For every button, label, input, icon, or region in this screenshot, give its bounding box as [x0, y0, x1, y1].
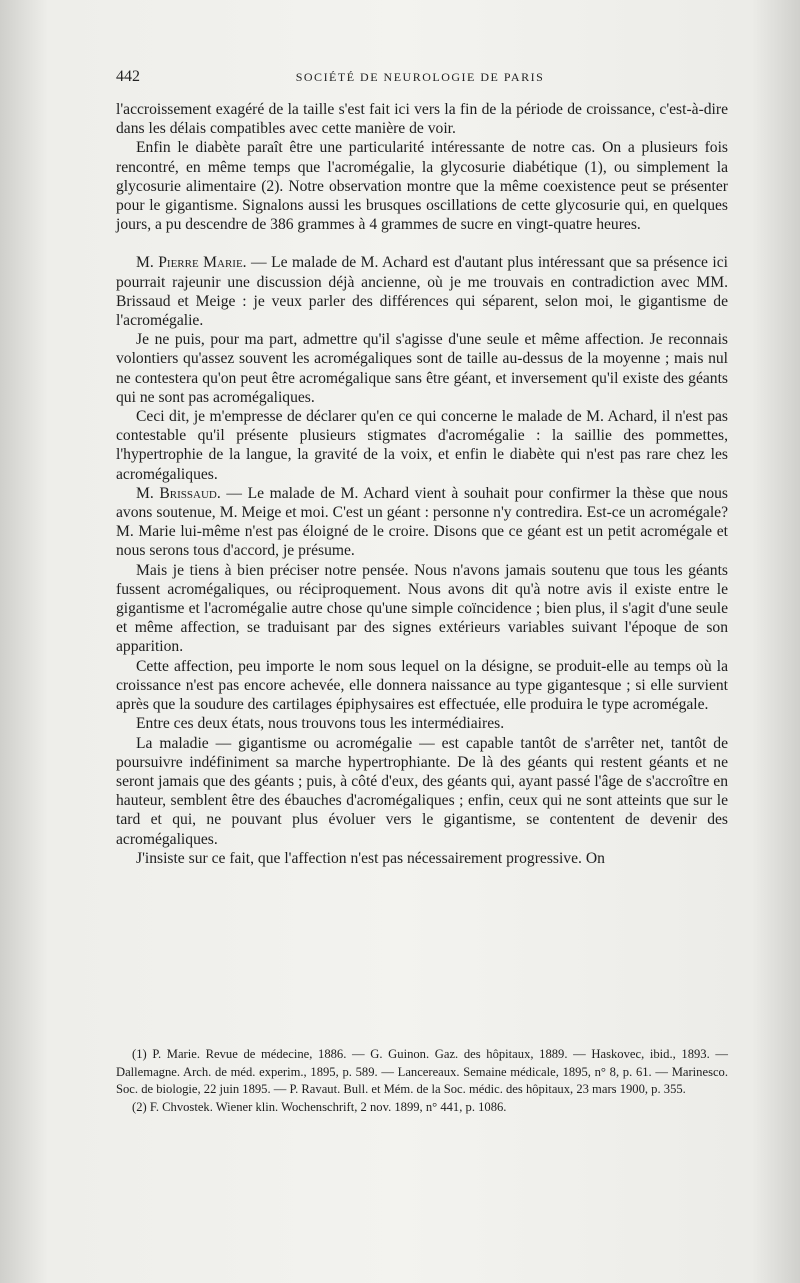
paragraph: Ceci dit, je m'empresse de déclarer qu'en ce qui concerne le malade de M. Achard, il n'est pas contestable qu'il présente plusieurs stigmates d'acromégalie : la saillie des pommettes, l'hypertrophie de la langue, la gravité de la voix, et enfin le diabète qui n'est pas rare chez les acromégaliques. — [116, 408, 728, 483]
paragraph: Mais je tiens à bien préciser notre pensée. Nous n'avons jamais soutenu que tous les géants fussent acromégaliques, ou réciproquement. Nous avons dit qu'à notre avis il existe entre le gigantisme et l'acromégalie autre chose qu'une simple coïncidence ; bien plus, il s'agit d'une seule et même affection, se traduisant par des signes extérieurs variables suivant l'époque de son apparition. — [116, 561, 728, 656]
paragraph: Cette affection, peu importe le nom sous lequel on la désigne, se produit-elle au temps où la croissance n'est pas encore achevée, elle donnera naissance au type gigantesque ; si elle survient après que la soudure des cartilages épiphysaires est effectuée, elle produira le type acromégale. — [116, 657, 728, 714]
paragraph: J'insiste sur ce fait, que l'affection n'est pas nécessairement progressive. On — [136, 849, 605, 867]
body-text — [116, 100, 728, 868]
paragraph: Je ne puis, pour ma part, admettre qu'il s'agisse d'une seule et même affection. Je reconnais volontiers qu'assez souvent les acromégaliques sont de taille au-dessus de la moyenne ; mais nul ne contestera qu'on peut être acromégalique sans être géant, et inversement qu'il existe des géants qui ne sont pas acromégaliques. — [116, 331, 728, 406]
paragraph: M. Brissaud. — Le malade de M. Achard vient à souhait pour confirmer la thèse que nous avons soutenue, M. Meige et moi. C'est un géant : personne n'y contredira. Est-ce un acromégale? M. Marie lui-même n'est pas éloigné de le croire. Disons que ce géant est un petit acromégale et nous serons tous d'accord, je présume. — [116, 484, 728, 560]
paragraph: Entre ces deux états, nous trouvons tous les intermédiaires. — [136, 715, 505, 733]
footnotes — [116, 1046, 728, 1116]
speaker-name: M. Brissaud. — [136, 484, 221, 502]
page-number: 442 — [116, 68, 140, 85]
paragraph: La maladie — gigantisme ou acromégalie — est capable tantôt de s'arrêter net, tantôt de poursuivre indéfiniment sa marche hypertrophiante. De là des géants qui restent géants et ne seront jamais que des géants ; puis, à côté d'eux, des géants qui, ayant passé l'âge de s'accroître en hauteur, semblent être des ébauches d'acromégaliques ; enfin, ceux qui ne sont atteints que sur le tard et qui, ne pouvant plus évoluer vers le gigantisme, se contentent de devenir des acromégaliques. — [116, 734, 728, 848]
speaker-name: M. Pierre Marie. — [136, 254, 247, 272]
paragraph: l'accroissement exagéré de la taille s'est fait ici vers la fin de la période de croissance, c'est-à-dire dans les délais compatibles avec cette manière de voir. — [116, 101, 728, 138]
footnote: (1) P. Marie. Revue de médecine, 1886. — G. Guinon. Gaz. des hôpitaux, 1889. — Haskovec, ibid., 1893. — Dallemagne. Arch. de méd. experim., 1895, p. 589. — Lancereaux. Semaine médicale, 1895, n° 8, p. 61. — Marinesco. Soc. de biologie, 22 juin 1895. — P. Ravaut. Bull. et Mém. de la Soc. médic. des hôpitaux, 23 mars 1900, p. 355. — [116, 1047, 728, 1097]
page-header — [116, 68, 724, 94]
paragraph: Enfin le diabète paraît être une particularité intéressante de notre cas. On a plusieurs fois rencontré, en même temps que l'acromégalie, la glycosurie diabétique (1), ou simplement la glycosurie alimentaire (2). Notre observation montre que la même coexistence peut se présenter pour le gigantisme. Signalons aussi les brusques oscillations de cette glycosurie qui, en quelques jours, a pu descendre de 386 grammes à 4 grammes de sucre en vingt-quatre heures. — [116, 139, 728, 234]
footnote: (2) F. Chvostek. Wiener klin. Wochenschrift, 2 nov. 1899, n° 441, p. 1086. — [132, 1099, 507, 1114]
paragraph: M. Pierre Marie. — Le malade de M. Achard est d'autant plus intéressant que sa présence ici pourrait rajeunir une discussion déjà ancienne, où je me trouvais en contradiction avec MM. Brissaud et Meige : je veux parler des différences qui séparent, selon moi, le gigantisme de l'acromégalie. — [116, 254, 729, 330]
running-head: SOCIÉTÉ DE NEUROLOGIE DE PARIS — [295, 70, 545, 84]
